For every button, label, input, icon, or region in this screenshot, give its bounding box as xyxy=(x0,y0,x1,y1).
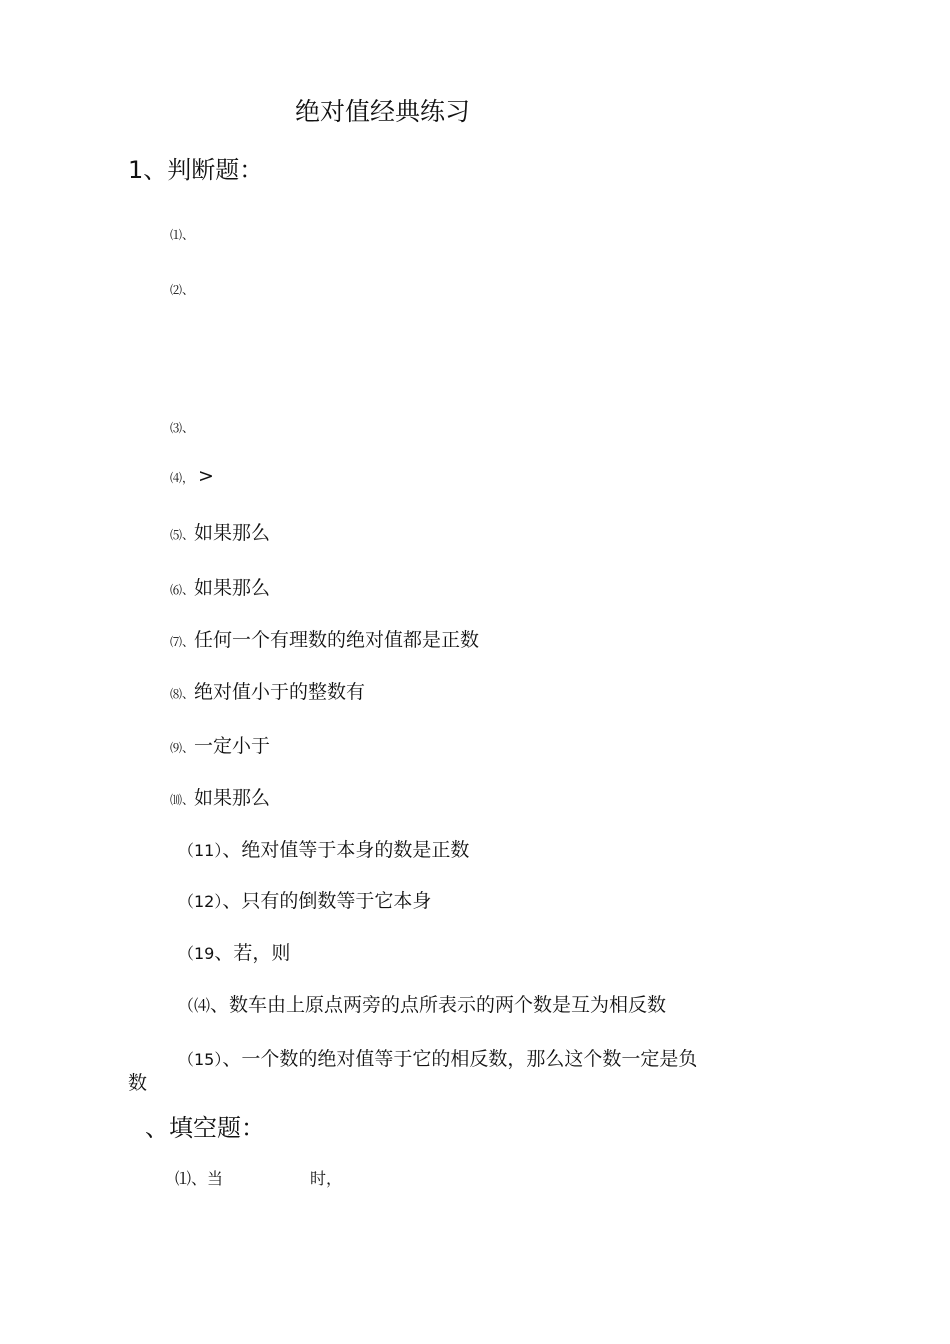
fill-text: 当 xyxy=(207,1169,224,1188)
fill-item xyxy=(175,1166,223,1189)
fill-number: ⑴、 xyxy=(175,1169,208,1188)
question-item xyxy=(170,677,365,704)
question-item xyxy=(170,731,270,758)
question-number: ⑻、 xyxy=(170,687,195,701)
question-item xyxy=(170,222,194,244)
question-item xyxy=(170,465,214,487)
question-item xyxy=(178,1044,697,1071)
question-text: 、若，则 xyxy=(214,942,291,964)
question-text: 、只有的倒数等于它本身 xyxy=(222,890,432,912)
question-text: 如果那么 xyxy=(194,522,271,544)
question-item xyxy=(170,277,194,299)
question-number: ⑼、 xyxy=(170,741,195,755)
question-text: 如果那么 xyxy=(194,787,271,809)
question-text: 绝对值小于的整数有 xyxy=(194,681,366,703)
section-heading-judgement: 1、判断题： xyxy=(128,156,264,184)
question-item xyxy=(170,518,270,545)
question-number: ⑹、 xyxy=(170,583,195,597)
question-number: （11） xyxy=(178,841,223,860)
question-number: ⑶、 xyxy=(170,421,195,435)
page-title: 绝对值经典练习 xyxy=(295,97,471,126)
question-item xyxy=(178,835,469,862)
question-number: （12） xyxy=(178,892,223,911)
question-item xyxy=(178,990,666,1017)
question-text: > xyxy=(198,465,214,487)
question-item xyxy=(170,625,479,652)
section-heading-fill-in: 、填空题： xyxy=(145,1114,265,1142)
question-number: ⑷， xyxy=(170,471,195,485)
question-text: 、绝对值等于本身的数是正数 xyxy=(222,839,470,861)
question-item xyxy=(170,415,194,437)
question-item xyxy=(178,886,431,913)
question-item xyxy=(170,573,270,600)
question-text-wrap: 数 xyxy=(128,1072,148,1094)
question-item xyxy=(170,783,270,810)
question-number: （⑷ xyxy=(178,996,211,1015)
question-number: ⑽、 xyxy=(170,793,195,807)
fill-text-continued: 时， xyxy=(310,1169,343,1188)
question-number: ⑴、 xyxy=(170,228,195,242)
question-number: ⑺、 xyxy=(170,635,195,649)
question-text: 任何一个有理数的绝对值都是正数 xyxy=(194,629,480,651)
question-text: 如果那么 xyxy=(194,577,271,599)
question-text: 一定小于 xyxy=(194,735,271,757)
question-number: ⑸、 xyxy=(170,528,195,542)
question-text: 、一个数的绝对值等于它的相反数，那么这个数一定是负 xyxy=(222,1048,698,1070)
question-item xyxy=(178,938,290,965)
question-number: （19 xyxy=(178,944,215,963)
question-number: ⑵、 xyxy=(170,283,195,297)
question-number: （15） xyxy=(178,1050,223,1069)
question-text: 、数车由上原点两旁的点所表示的两个数是互为相反数 xyxy=(210,994,667,1016)
